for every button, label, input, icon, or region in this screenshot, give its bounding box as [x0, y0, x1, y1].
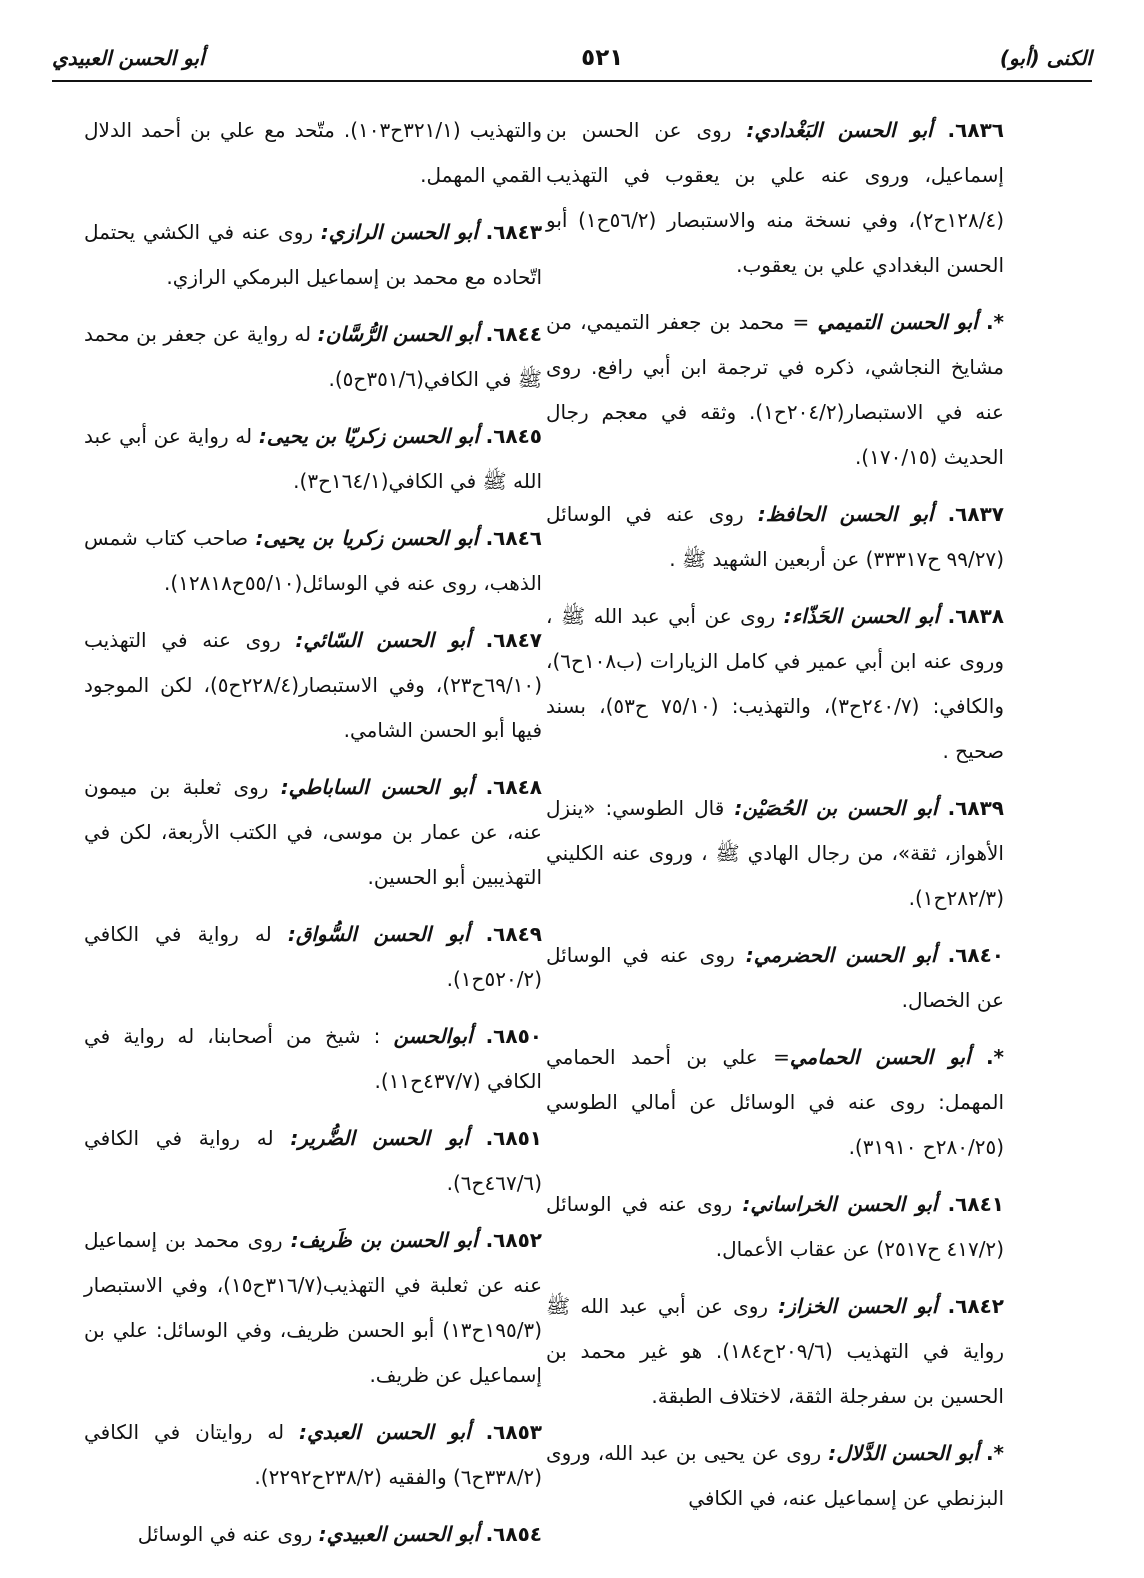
entry-text: روى ثعلبة بن ميمون عنه، عن عمار بن موسى، في الكتب الأربعة، لكن في التهذيبين أبو الحسين.	[84, 775, 542, 889]
entry-name: أبوالحسن	[393, 1024, 473, 1048]
entry	[84, 912, 542, 1002]
entry	[546, 786, 1004, 921]
entry-name: أبو الحسن الدَّلال:	[828, 1441, 979, 1465]
entry-number: ٦٨٥٤.	[485, 1522, 542, 1546]
page-number: ٥٢١	[581, 45, 624, 71]
entry-text: له رواية في الكافي (٥٢٠/٢ح١).	[84, 922, 542, 991]
entry-number: ٦٨٤١.	[947, 1192, 1004, 1216]
entry-name: أبو الحسن السّائي:	[295, 628, 471, 652]
entry-number: ٦٨٥٢.	[485, 1228, 542, 1252]
entry	[546, 594, 1004, 774]
entry-text: قال الطوسي: «ينزل الأهواز، ثقة»، من رجال الهادي ﷺ ، وروى عنه الكليني (٢٨٢/٣ح١).	[546, 796, 1004, 910]
entry-text: روى عنه في الوسائل (٤١٧/٢ ح٢٥١٧) عن عقاب الأعمال.	[546, 1192, 1004, 1261]
entry-text: روى محمد بن إسماعيل عنه عن ثعلبة في التهذيب(٣١٦/٧ح١٥)، وفي الاستبصار (١٩٥/٣ح١٣) أبو الحسن ظريف، وفي الوسائل: علي بن إسماعيل عن ظريف.	[84, 1228, 542, 1387]
entry	[84, 108, 542, 198]
entry-name: أبو الحسن الخزاز:	[778, 1294, 938, 1318]
entry-number: ٦٨٤٣.	[485, 220, 543, 244]
entry-number: ٦٨٤٩.	[485, 922, 542, 946]
entry-name: أبو الحسن الرُّسَّان:	[317, 322, 480, 346]
entry-text: روى عنه في الوسائل (٩٩/٢٧ ح٣٣٣١٧) عن أربعين الشهيد ﷺ .	[546, 502, 1004, 571]
entry	[84, 1410, 542, 1500]
entry-number: ٦٨٣٦.	[947, 118, 1004, 142]
entry-number: ٦٨٤٤.	[485, 322, 543, 346]
entry-name: أبو الحسن الساباطي:	[280, 775, 474, 799]
entry-number: ٦٨٤٧.	[485, 628, 543, 652]
entry-text: روى عنه في التهذيب (٦٩/١٠ح٢٣)، وفي الاستبصار(٢٢٨/٤ح٥)، لكن الموجود فيها أبو الحسن الشامي.	[84, 628, 542, 742]
entry-number: *.	[985, 1441, 1004, 1465]
entry-name: أبو الحسن الحافظ:	[757, 502, 934, 526]
entry	[84, 765, 542, 900]
running-head-left: أبو الحسن العبيدي	[52, 46, 205, 70]
entry-number: ٦٨٤٥.	[485, 424, 543, 448]
entry-text: روى عنه في الكشي يحتمل اتّحاده مع محمد بن إسماعيل البرمكي الرازي.	[84, 220, 542, 289]
entry-number: ٦٨٣٨.	[947, 604, 1005, 628]
entry-name: أبو الحسن الضُّرير:	[290, 1126, 469, 1150]
entry-name: أبو الحسن الرازي:	[320, 220, 478, 244]
entry-name: أبو الحسن العبيدي:	[318, 1522, 480, 1546]
entry-text: له رواية في الكافي (٤٦٧/٦ح٦).	[84, 1126, 542, 1195]
entry-name: أبو الحسن الحمامي	[789, 1045, 971, 1069]
entry	[546, 933, 1004, 1023]
entry	[546, 1035, 1004, 1170]
entry	[84, 1218, 542, 1398]
entry-name: أبو الحسن زكريّا بن يحيى:	[258, 424, 479, 448]
entry-name: أبو الحسن العبدي:	[299, 1420, 471, 1444]
entry-text: روى عن يحيى بن عبد الله، وروى البزنطي عن إسماعيل عنه، في الكافي	[546, 1441, 1004, 1510]
entry-text: روى عن أبي عبد الله ﷺ رواية في التهذيب (٢٠٩/٦ح١٨٤). هو غير محمد بن الحسين بن سفرجلة الثقة، لاختلاف الطبقة.	[546, 1294, 1004, 1408]
entry-name: أبو الحسن البَغْدادي:	[746, 118, 933, 142]
entry-text: = محمد بن جعفر التميمي، من مشايخ النجاشي، ذكره في ترجمة ابن أبي رافع. روى عنه في الاستبصار(٢٠٤/٢ح١). وثقه في معجم رجال الحديث (١٧٠/١٥).	[546, 310, 1004, 469]
entry-text: روى عنه في الوسائل	[137, 1522, 319, 1546]
entry	[546, 1182, 1004, 1272]
right-column	[546, 108, 1004, 1533]
entry	[546, 300, 1004, 480]
entry-number: *.	[985, 310, 1004, 334]
left-column	[84, 108, 542, 1569]
entry-text: = علي بن أحمد الحمامي المهمل: روى عنه في الوسائل عن أمالي الطوسي (٢٨٠/٢٥ح ٣١٩١٠).	[546, 1045, 1004, 1159]
entry	[84, 1116, 542, 1206]
entry-text: له رواية عن أبي عبد الله ﷺ في الكافي(١٦٤/١ح٣).	[84, 424, 542, 493]
entry-number: ٦٨٥٣.	[485, 1420, 542, 1444]
entry-number: *.	[985, 1045, 1005, 1069]
entry-text: صاحب كتاب شمس الذهب، روى عنه في الوسائل(٥٥/١٠ح١٢٨١٨).	[84, 526, 542, 595]
entry-text: له روايتان في الكافي (٣٣٨/٢ح٦) والفقيه (٢٣٨/٢ح٢٢٩٢).	[84, 1420, 542, 1489]
entry	[84, 1014, 542, 1104]
entry-number: ٦٨٣٧.	[947, 502, 1004, 526]
entry	[84, 312, 542, 402]
entry-name: أبو الحسن السُّواق:	[287, 922, 470, 946]
entry-text: روى عن أبي عبد الله ﷺ ، وروى عنه ابن أبي عمير في كامل الزيارات (ب١٠٨ح٦)، والكافي: (٢٤٠/٧ح٣)، والتهذيب: (٧٥/١٠ ح٥٣)، بسند صحيح .	[546, 604, 1004, 763]
entry-name: أبو الحسن بن الحُصَيْن:	[734, 796, 938, 820]
entry-name: أبو الحسن الحضرمي:	[745, 943, 937, 967]
page-header	[52, 38, 1092, 78]
entry-name: أبو الحسن زكريا بن يحيى:	[255, 526, 479, 550]
entry-number: ٦٨٤٨.	[485, 775, 542, 799]
entry-number: ٦٨٤٢.	[947, 1294, 1005, 1318]
header-rule	[52, 80, 1092, 82]
entry-number: ٦٨٥١.	[485, 1126, 542, 1150]
entry-text: والتهذيب (٣٢١/١ح١٠٣). متّحد مع علي بن أحمد الدلال القمي المهمل.	[84, 118, 542, 187]
entry-name: أبو الحسن التميمي	[817, 310, 978, 334]
entry-number: ٦٨٥٠.	[485, 1024, 542, 1048]
entry	[84, 1512, 542, 1557]
entry-text: : شيخ من أصحابنا، له رواية في الكافي (٤٣٧/٧ح١١).	[84, 1024, 542, 1093]
entry	[546, 1431, 1004, 1521]
entry-text: روى عنه في الوسائل عن الخصال.	[546, 943, 1004, 1012]
entry-name: أبو الحسن بن ظَريف:	[290, 1228, 478, 1252]
entry	[84, 516, 542, 606]
entry-name: أبو الحسن الحَذّاء:	[783, 604, 940, 628]
entry	[84, 618, 542, 753]
entry	[546, 108, 1004, 288]
entry-text: روى عن الحسن بن إسماعيل، وروى عنه علي بن يعقوب في التهذيب (١٢٨/٤ح٢)، وفي نسخة منه والاستبصار (٥٦/٢ح١) أبو الحسن البغدادي علي بن يعقوب.	[546, 118, 1004, 277]
entry	[84, 210, 542, 300]
entry	[546, 492, 1004, 582]
entry-name: أبو الحسن الخراساني:	[742, 1192, 938, 1216]
entry-number: ٦٨٣٩.	[947, 796, 1005, 820]
entry-number: ٦٨٤٦.	[485, 526, 542, 550]
entry-number: ٦٨٤٠.	[947, 943, 1005, 967]
entry	[84, 414, 542, 504]
entry-text: له رواية عن جعفر بن محمد ﷺ في الكافي(٣٥١/٦ح٥).	[84, 322, 542, 391]
running-head-right: الكنى (أبو)	[999, 46, 1092, 70]
entry	[546, 1284, 1004, 1419]
